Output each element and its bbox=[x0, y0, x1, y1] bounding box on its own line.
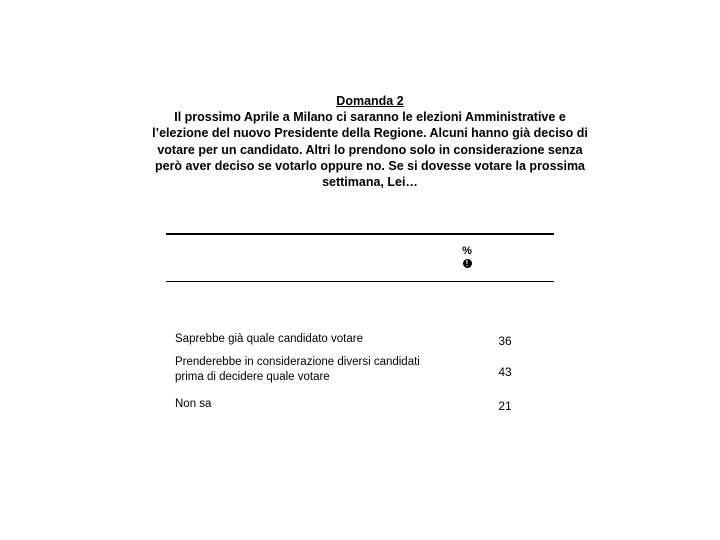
row-value: 43 bbox=[498, 365, 512, 379]
row-value: 21 bbox=[498, 399, 512, 413]
row-label: Prenderebbe in considerazione diversi candidati prima di decidere quale votare bbox=[175, 356, 420, 383]
row-label: Non sa bbox=[175, 398, 212, 410]
row-value: 36 bbox=[498, 334, 512, 348]
question-block bbox=[150, 93, 590, 190]
table-top-rule bbox=[166, 233, 554, 235]
percent-header: % bbox=[462, 245, 472, 257]
info-icon: ! bbox=[463, 259, 472, 268]
row-label: Saprebbe già quale candidato votare bbox=[175, 333, 363, 345]
table-header-rule bbox=[166, 281, 554, 282]
question-title: Domanda 2 bbox=[336, 94, 404, 108]
question-text: Il prossimo Aprile a Milano ci saranno le elezioni Amministrative e l’elezione del nuovo Presidente della Regione. Alcuni hanno già deciso di votare per un candidato. Altri lo prendono solo in considerazione senza però aver deciso se votarlo oppure no. Se si dovesse votare la prossima settimana, Lei… bbox=[152, 110, 588, 190]
column-header bbox=[457, 245, 477, 269]
